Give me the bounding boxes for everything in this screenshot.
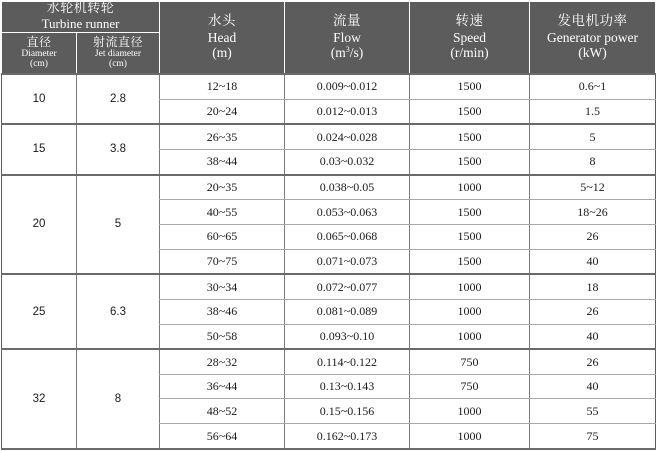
power-cell: 0.6~1: [530, 74, 656, 99]
table-row: [2, 175, 656, 200]
speed-cell: 1000: [410, 324, 530, 349]
power-cell: 5: [530, 124, 656, 149]
flow-cell: 0.024~0.028: [285, 124, 410, 149]
speed-cell: 1000: [410, 299, 530, 324]
flow-cell: 0.072~0.077: [285, 274, 410, 299]
header-diameter-zh: 直径: [26, 35, 52, 50]
header-speed-en: Speed: [453, 29, 486, 45]
head-cell: 20~35: [160, 175, 285, 200]
flow-cell: 0.162~0.173: [285, 424, 410, 449]
power-cell: 26: [530, 349, 656, 374]
head-cell: 38~44: [160, 149, 285, 174]
header-power-unit: (kW): [578, 45, 607, 61]
flow-cell: 0.009~0.012: [285, 74, 410, 99]
power-cell: 1.5: [530, 99, 656, 124]
head-cell: 56~64: [160, 424, 285, 449]
header-head-en: Head: [207, 29, 237, 45]
header-generator-power: [530, 2, 656, 74]
header-diameter: [2, 32, 77, 74]
table-row: [2, 349, 656, 374]
flow-cell: 0.114~0.122: [285, 349, 410, 374]
flow-cell: 0.13~0.143: [285, 374, 410, 399]
speed-cell: 1000: [410, 424, 530, 449]
jet-diameter-cell: 6.3: [77, 274, 160, 349]
speed-cell: 1500: [410, 99, 530, 124]
head-cell: 26~35: [160, 124, 285, 149]
speed-cell: 1500: [410, 249, 530, 274]
header-speed: [410, 2, 530, 74]
head-cell: 60~65: [160, 224, 285, 249]
head-cell: 50~58: [160, 324, 285, 349]
flow-cell: 0.038~0.05: [285, 175, 410, 200]
head-cell: 30~34: [160, 274, 285, 299]
speed-cell: 1500: [410, 74, 530, 99]
header-power-zh: 发电机功率: [557, 13, 628, 30]
power-cell: 26: [530, 299, 656, 324]
flow-cell: 0.071~0.073: [285, 249, 410, 274]
speed-cell: 1000: [410, 175, 530, 200]
header-jet-zh: 射流直径: [92, 35, 143, 50]
flow-cell: 0.15~0.156: [285, 399, 410, 424]
power-cell: 26: [530, 224, 656, 249]
power-cell: 40: [530, 249, 656, 274]
table-row: [2, 274, 656, 299]
head-cell: 40~55: [160, 200, 285, 225]
header-head-zh: 水头: [208, 13, 236, 30]
jet-diameter-cell: 3.8: [77, 124, 160, 174]
power-cell: 55: [530, 399, 656, 424]
head-cell: 38~46: [160, 299, 285, 324]
header-flow: [285, 2, 410, 74]
speed-cell: 1000: [410, 274, 530, 299]
header-flow-en: Flow: [333, 29, 361, 45]
turbine-spec-table: [1, 1, 656, 450]
header-diameter-en: Diameter: [21, 49, 57, 60]
power-cell: 8: [530, 149, 656, 174]
flow-cell: 0.093~0.10: [285, 324, 410, 349]
header-runner-en: Turbine runner: [41, 15, 120, 31]
speed-cell: 1000: [410, 399, 530, 424]
table-row: [2, 124, 656, 149]
flow-cell: 0.03~0.032: [285, 149, 410, 174]
head-cell: 36~44: [160, 374, 285, 399]
head-cell: 20~24: [160, 99, 285, 124]
diameter-cell: 25: [2, 274, 77, 349]
jet-diameter-cell: 5: [77, 175, 160, 275]
diameter-cell: 15: [2, 124, 77, 174]
header-runner-zh: 水轮机转轮: [46, 1, 115, 16]
flow-cell: 0.012~0.013: [285, 99, 410, 124]
header-head-unit: (m): [212, 45, 232, 61]
flow-cell: 0.065~0.068: [285, 224, 410, 249]
header-speed-unit: (r/min): [450, 45, 489, 61]
head-cell: 12~18: [160, 74, 285, 99]
header-jet-en: Jet diameter: [94, 49, 142, 60]
power-cell: 18~26: [530, 200, 656, 225]
power-cell: 5~12: [530, 175, 656, 200]
jet-diameter-cell: 2.8: [77, 74, 160, 124]
power-cell: 40: [530, 374, 656, 399]
speed-cell: 1500: [410, 200, 530, 225]
header-turbine-runner: [2, 2, 160, 33]
speed-cell: 750: [410, 374, 530, 399]
table-body: [2, 74, 656, 449]
spec-table-container: [1, 1, 655, 450]
header-flow-zh: 流量: [333, 13, 361, 30]
speed-cell: 1500: [410, 224, 530, 249]
flow-cell: 0.081~0.089: [285, 299, 410, 324]
head-cell: 70~75: [160, 249, 285, 274]
diameter-cell: 10: [2, 74, 77, 124]
header-flow-unit: $(m^3/s)$: [330, 45, 364, 61]
table-header: [2, 2, 656, 74]
jet-diameter-cell: 8: [77, 349, 160, 449]
header-jet-unit: (cm): [109, 58, 127, 69]
speed-cell: 1500: [410, 149, 530, 174]
flow-cell: 0.053~0.063: [285, 200, 410, 225]
head-cell: 48~52: [160, 399, 285, 424]
power-cell: 75: [530, 424, 656, 449]
table-row: [2, 74, 656, 99]
header-head: [160, 2, 285, 74]
speed-cell: 1500: [410, 124, 530, 149]
header-power-en: Generator power: [546, 29, 639, 45]
speed-cell: 750: [410, 349, 530, 374]
head-cell: 28~32: [160, 349, 285, 374]
diameter-cell: 32: [2, 349, 77, 449]
diameter-cell: 20: [2, 175, 77, 275]
header-speed-zh: 转速: [455, 13, 484, 30]
header-jet-diameter: [77, 32, 160, 74]
power-cell: 18: [530, 274, 656, 299]
power-cell: 40: [530, 324, 656, 349]
header-diameter-unit: (cm): [30, 58, 48, 69]
